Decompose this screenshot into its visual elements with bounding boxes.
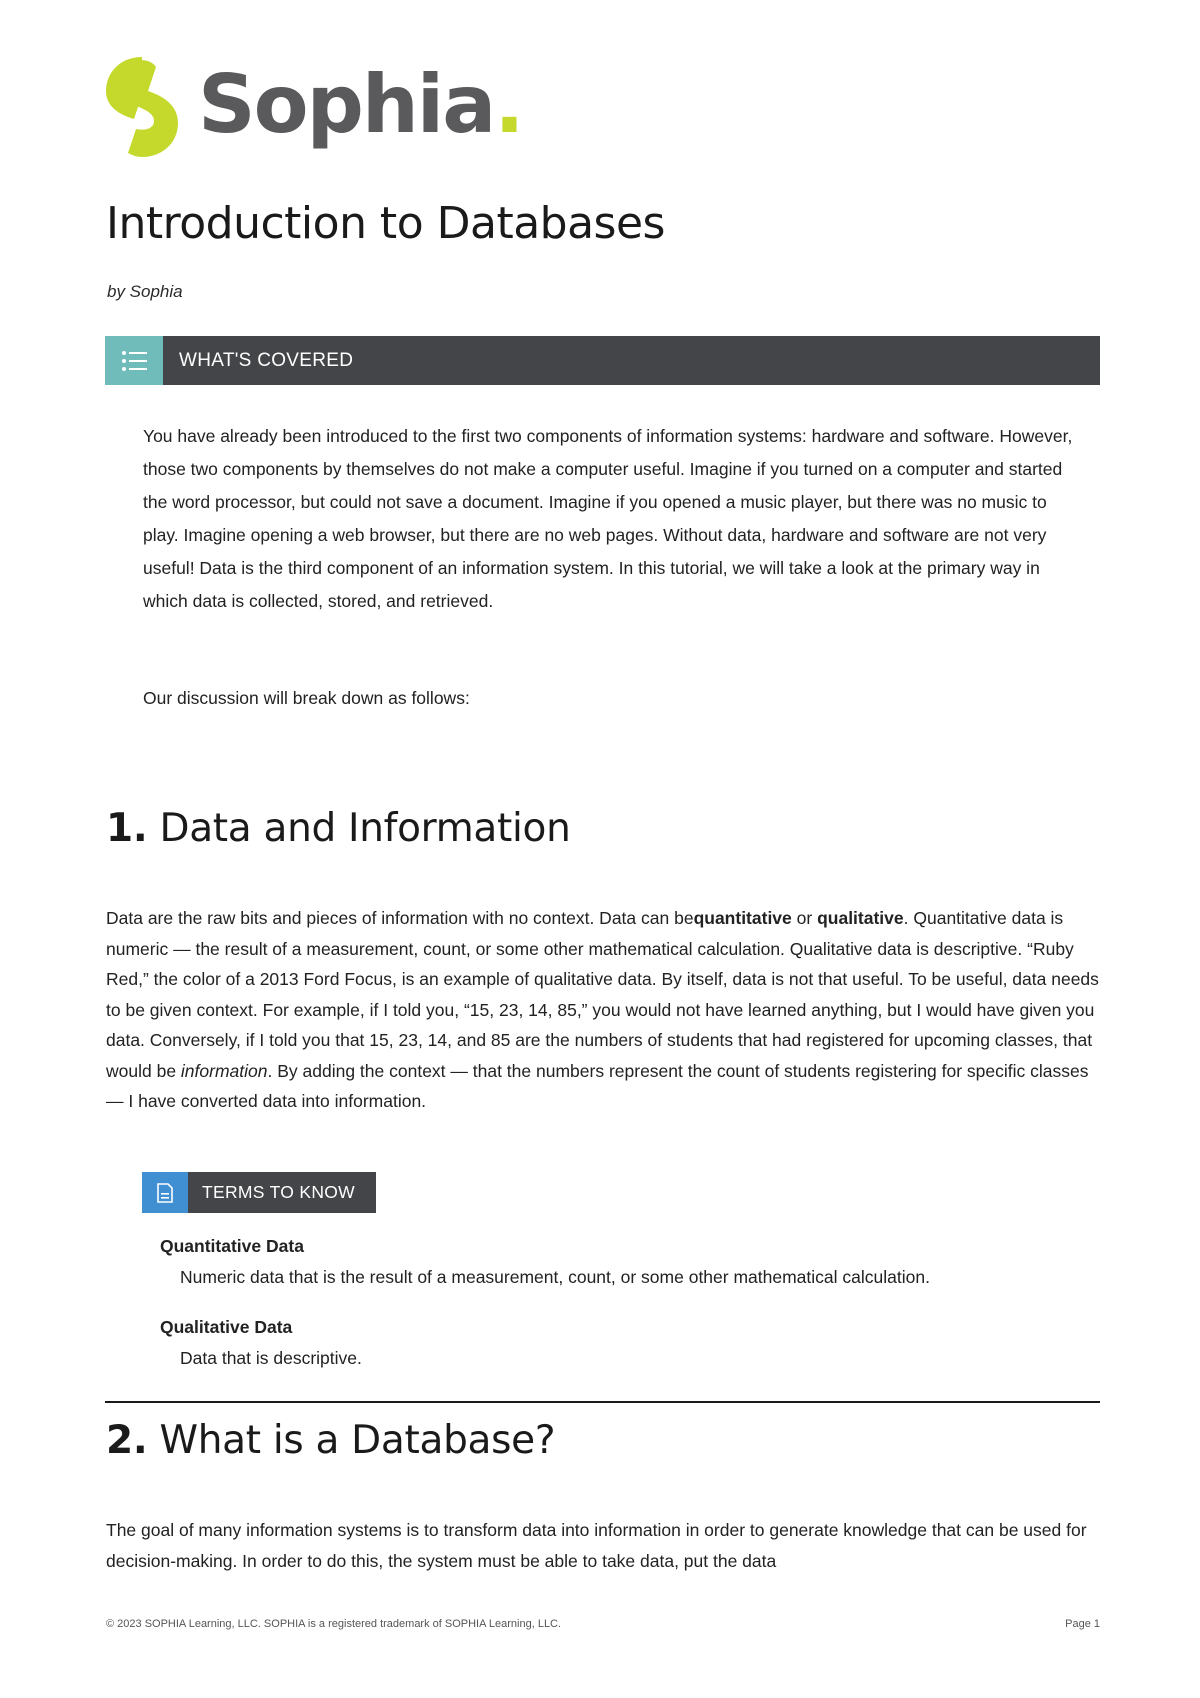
section-1-paragraph: Data are the raw bits and pieces of information with no context. Data can bequantitative or qualitative. Quantitative data is numeric — the result of a measurement, count, or some other mathematical calculation. Qualitative data is descriptive. “Ruby Red,” the color of a 2013 Ford Focus, is an example of qualitative data. By itself, data is not that useful. To be useful, data needs to be given context. For example, if I told you, “15, 23, 14, 85,” you would not have learned anything, but I would have given you data. Conversely, if I told you that 15, 23, 14, and 85 are the numbers of students that had registered for upcoming classes, that would be information. By adding the context — that the numbers represent the count of students registering for specific classes — I have converted data into information. bbox=[106, 908, 1099, 1111]
byline: by Sophia bbox=[107, 282, 183, 301]
terms-to-know-label: TERMS TO KNOW bbox=[202, 1182, 355, 1202]
sophia-logo bbox=[104, 55, 523, 159]
sophia-leaf-logo-icon bbox=[104, 55, 180, 159]
term-title: Quantitative Data bbox=[160, 1236, 304, 1256]
term-title: Qualitative Data bbox=[160, 1317, 293, 1337]
terms-to-know-header bbox=[142, 1172, 376, 1213]
footer-copyright: © 2023 SOPHIA Learning, LLC. SOPHIA is a registered trademark of SOPHIA Learning, LLC. bbox=[106, 1618, 562, 1630]
term-definition: Numeric data that is the result of a measurement, count, or some other mathematical calculation. bbox=[180, 1267, 930, 1287]
term-qualitative: qualitative bbox=[817, 908, 904, 928]
term-information: information bbox=[180, 1060, 268, 1081]
term-quantitative: quantitative bbox=[693, 908, 792, 928]
list-icon bbox=[105, 336, 163, 385]
discussion-paragraph: Our discussion will break down as follows: bbox=[143, 688, 470, 708]
page-title: Introduction to Databases bbox=[106, 198, 665, 249]
document-icon bbox=[142, 1172, 188, 1213]
sophia-wordmark: Sophia. bbox=[198, 58, 523, 151]
intro-paragraph: You have already been introduced to the first two components of information systems: hardware and software. However, those two components by themselves do not make a computer useful. Imagine if you turned on a computer and started the word processor, but could not save a document. Imagine if you opened a music player, but there was no music to play. Imagine opening a web browser, but there are no web pages. Without data, hardware and software are not very useful! Data is the third component of an information system. In this tutorial, we will take a look at the primary way in which data is collected, stored, and retrieved. bbox=[143, 426, 1073, 611]
footer-page-number: Page 1 bbox=[1065, 1618, 1100, 1630]
term-definition: Data that is descriptive. bbox=[180, 1348, 362, 1368]
section-2-paragraph: The goal of many information systems is to transform data into information in order to generate knowledge that can be used for decision-making. In order to do this, the system must be able to take data, put the data bbox=[106, 1520, 1087, 1571]
whats-covered-header bbox=[105, 336, 1100, 385]
section-1-heading: 1. Data and Information bbox=[106, 806, 571, 851]
section-divider bbox=[105, 1401, 1100, 1403]
whats-covered-label: WHAT'S COVERED bbox=[179, 349, 354, 371]
section-2-heading: 2. What is a Database? bbox=[106, 1418, 556, 1463]
